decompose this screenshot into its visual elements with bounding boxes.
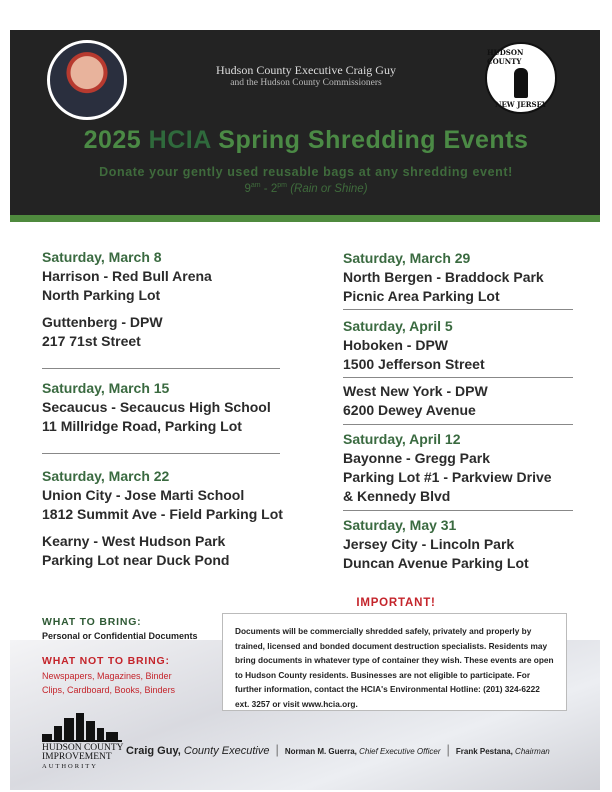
time-end: 2 <box>270 182 278 195</box>
footer-officials <box>126 742 610 757</box>
hcia-logo <box>42 712 124 771</box>
event-right-2: West New York - DPW 6200 Dewey Avenue <box>343 383 488 418</box>
green-divider-bar <box>10 215 600 222</box>
divider <box>343 309 573 310</box>
footer-ceo: Norman M. Guerra, Chief Executive Officer <box>284 747 441 756</box>
title-rest: Spring Shredding Events <box>218 126 529 154</box>
important-box: Documents will be commercially shredded safely, privately and properly by trained, licensed and bonded document destruction specialists. Residents may bring documents in whatever type of container they wish. These events are open to Hudson County residents. Businesses are not eligible to participate. For further information, contact the HCIA's Environmental Hotline: (201) 324-6222 ext. 3257 or visit www.hcia.org. <box>222 613 567 711</box>
divider <box>343 510 573 511</box>
footer-separator: | <box>275 742 279 757</box>
divider <box>42 453 280 454</box>
footer-chairman: Frank Pestana, Chairman <box>455 747 550 756</box>
important-label: IMPORTANT! <box>356 597 436 609</box>
what-to-bring-label: WHAT TO BRING: <box>42 616 142 628</box>
seal-top-text: HUDSON COUNTY <box>487 47 524 66</box>
time-end-suffix: pm <box>277 182 287 189</box>
event-left-3: Saturday, March 22 Union City - Jose Marti School 1812 Summit Ave - Field Parking Lot <box>42 468 283 522</box>
logo-line-2: IMPROVEMENT <box>42 752 112 762</box>
exec-line-2: and the Hudson County Commissioners <box>230 78 382 88</box>
event-right-4: Saturday, May 31 Jersey City - Lincoln Park Duncan Avenue Parking Lot <box>343 517 529 571</box>
time-note: (Rain or Shine) <box>290 182 368 195</box>
event-left-2: Saturday, March 15 Secaucus - Secaucus High School 11 Millridge Road, Parking Lot <box>42 380 271 434</box>
subtitle: Donate your gently used reusable bags at any shredding event! <box>99 165 513 179</box>
logo-line-3: AUTHORITY <box>42 763 98 770</box>
logo-line-1: HUDSON COUNTY <box>42 743 124 753</box>
time-start: 9 <box>244 182 251 195</box>
what-not-to-bring-text: Newspapers, Magazines, Binder Clips, Cardboard, Books, Binders <box>42 671 176 695</box>
exec-line-1: Hudson County Executive Craig Guy <box>216 63 396 77</box>
divider <box>42 368 280 369</box>
seal-bottom-text: NEW JERSEY <box>495 99 547 109</box>
event-left-4: Kearny - West Hudson Park Parking Lot near Duck Pond <box>42 533 230 568</box>
event-left-0: Saturday, March 8 Harrison - Red Bull Arena North Parking Lot <box>42 249 212 303</box>
title-hcia: HCIA <box>148 126 211 154</box>
what-to-bring-text: Personal or Confidential Documents <box>42 631 198 641</box>
time-separator: - <box>260 182 271 195</box>
what-not-to-bring-label: WHAT NOT TO BRING: <box>42 655 170 667</box>
skyline-icon <box>42 712 124 740</box>
divider <box>343 424 573 425</box>
footer-separator: | <box>446 742 450 757</box>
footer-executive: Craig Guy, County Executive <box>126 745 270 757</box>
title-year: 2025 <box>83 126 142 154</box>
time-start-suffix: am <box>250 182 261 189</box>
event-right-3: Saturday, April 12 Bayonne - Gregg Park Parking Lot #1 - Parkview Drive & Kennedy Blvd <box>343 431 552 504</box>
divider <box>343 377 573 378</box>
event-right-1: Saturday, April 5 Hoboken - DPW 1500 Jefferson Street <box>343 318 485 372</box>
event-left-1: Guttenberg - DPW 217 71st Street <box>42 314 163 349</box>
event-right-0: Saturday, March 29 North Bergen - Braddock Park Picnic Area Parking Lot <box>343 250 544 304</box>
event-hours <box>0 182 612 195</box>
page-title <box>0 126 612 155</box>
